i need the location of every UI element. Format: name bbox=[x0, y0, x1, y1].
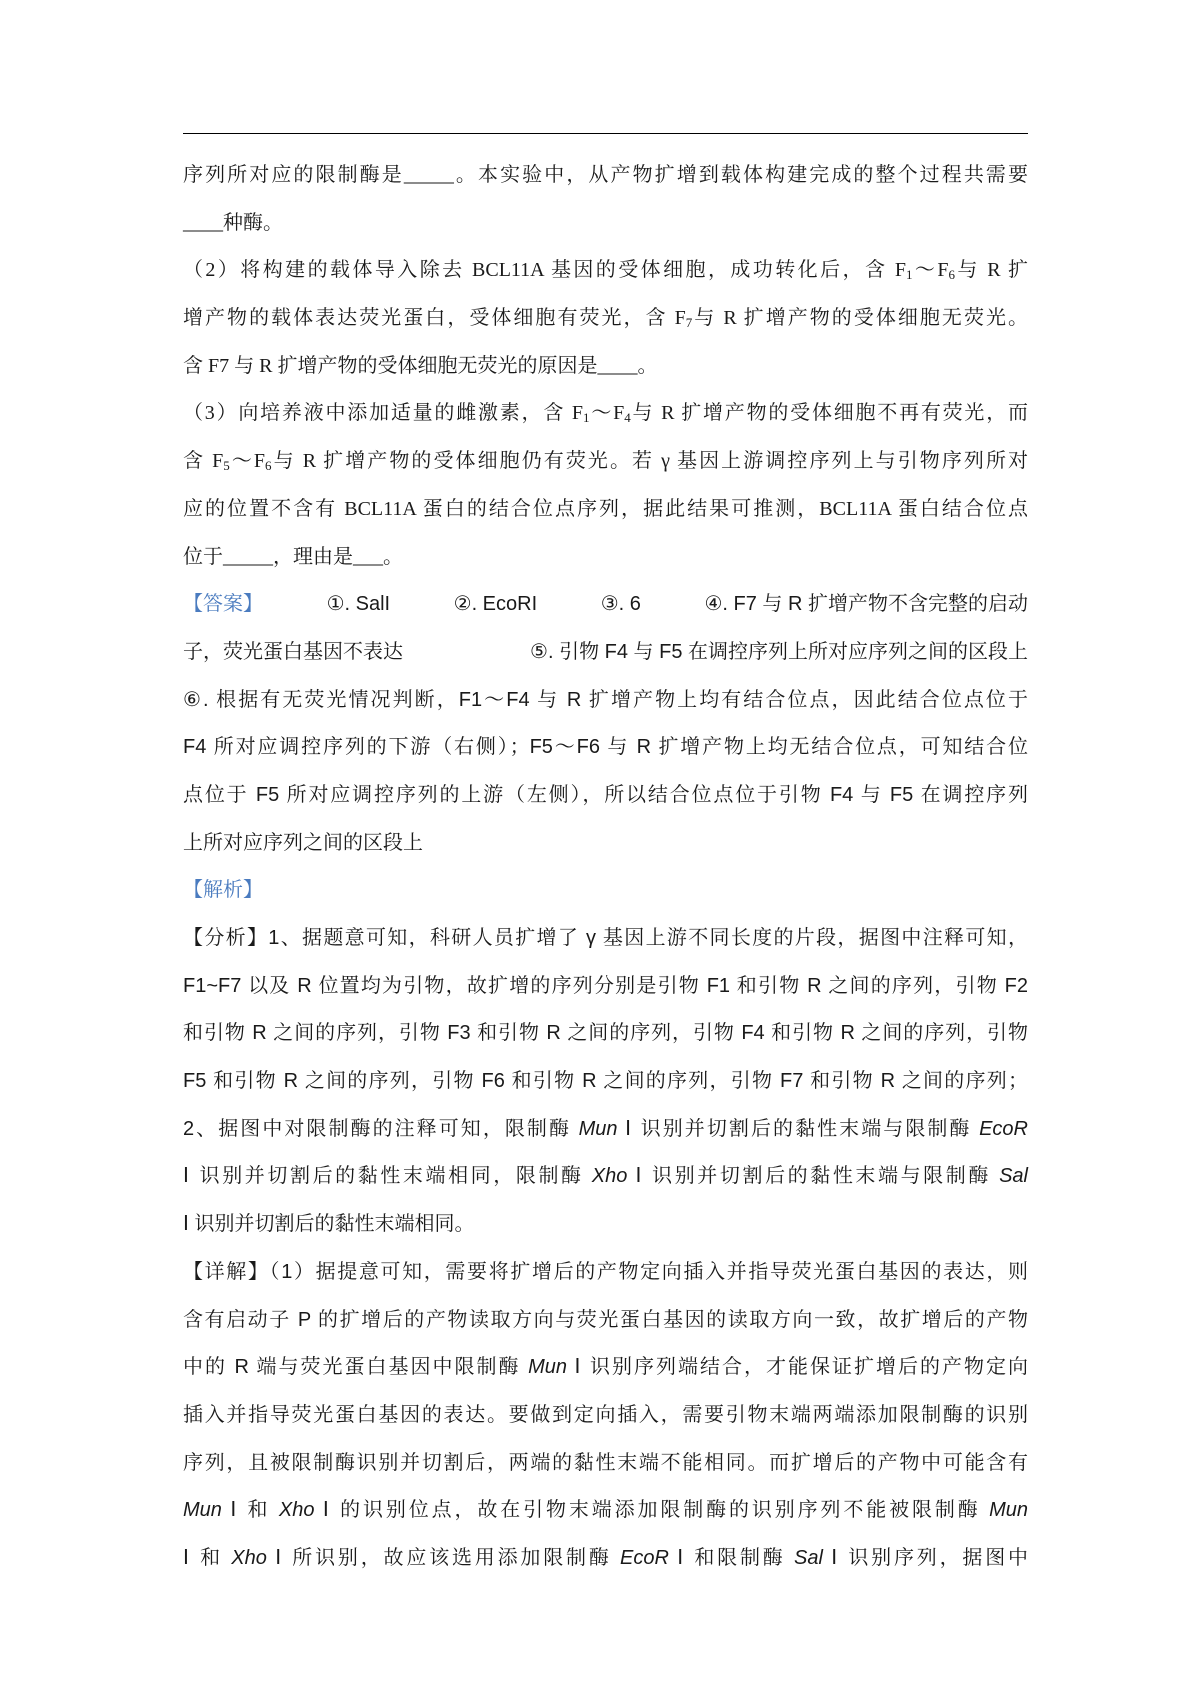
text: 子，荧光蛋白基因不表达 bbox=[183, 640, 403, 663]
text: Mun Ⅰ 和 Xho Ⅰ 的识别位点，故在引物末端添加限制酶的识别序列不能被限制酶 Mun bbox=[183, 1499, 1028, 1522]
text: 增产物的载体表达荧光蛋白，受体细胞有荧光，含 $F_7$与 R 扩增产物的受体细胞无荧光。 bbox=[183, 307, 1028, 331]
text: 【详解】（1）据提意可知，需要将扩增后的产物定向插入并指导荧光蛋白基因的表达，则 bbox=[183, 1260, 1028, 1283]
header-rule bbox=[183, 133, 1028, 134]
text-line bbox=[183, 1344, 1028, 1392]
text: 应的位置不含有 BCL11A 蛋白的结合位点序列，据此结果可推测，BCL11A 蛋白结合位点 bbox=[183, 497, 1028, 520]
answer-line bbox=[183, 581, 1028, 629]
detail-line bbox=[183, 1249, 1028, 1297]
text-line bbox=[183, 772, 1028, 820]
text: 2、据图中对限制酶的注释可知，限制酶 Mun Ⅰ 识别并切割后的黏性末端与限制酶 EcoR bbox=[183, 1117, 1028, 1140]
text-line bbox=[183, 1297, 1028, 1345]
text-line bbox=[183, 820, 1028, 868]
text: Ⅰ 和 Xho Ⅰ 所识别，故应该选用添加限制酶 EcoR Ⅰ 和限制酶 Sal Ⅰ 识别序列，据图中 bbox=[183, 1546, 1029, 1569]
text-line bbox=[183, 1153, 1028, 1201]
text: ⑥. 根据有无荧光情况判断，F1～F4 与 R 扩增产物上均有结合位点，因此结合位点位于 bbox=[183, 688, 1028, 711]
answer-line bbox=[183, 629, 1028, 677]
text-line bbox=[183, 915, 1028, 963]
text-line bbox=[183, 1535, 1028, 1583]
text-line bbox=[183, 534, 1028, 582]
text-line bbox=[183, 963, 1028, 1011]
text: 序列所对应的限制酶是_____。本实验中，从产物扩增到载体构建完成的整个过程共需要 bbox=[183, 164, 1028, 186]
text-line bbox=[183, 200, 1028, 248]
text-line bbox=[183, 1487, 1028, 1535]
answer-3: ③. 6 bbox=[600, 593, 641, 616]
text-line bbox=[183, 724, 1028, 772]
text: （3）向培养液中添加适量的雌激素，含 $F_1\sim F_4$与 R 扩增产物的受体细胞不再有荧光，而 bbox=[183, 402, 1029, 426]
text-line bbox=[183, 486, 1028, 534]
text-line bbox=[183, 1106, 1028, 1154]
text-line bbox=[183, 343, 1028, 391]
text: F4 所对应调控序列的下游（右侧）；F5～F6 与 R 扩增产物上均无结合位点，可知结合位 bbox=[183, 736, 1028, 759]
analysis-label: 【解析】 bbox=[183, 879, 263, 902]
text-line bbox=[183, 152, 1028, 200]
document-body bbox=[183, 152, 1028, 1583]
text: ____种酶。 bbox=[183, 211, 283, 234]
text: 含 F7 与 R 扩增产物的受体细胞无荧光的原因是____。 bbox=[183, 354, 658, 377]
text-line bbox=[183, 295, 1028, 343]
text-line bbox=[183, 1058, 1028, 1106]
text: 含 $F_5\sim F_6$与 R 扩增产物的受体细胞仍有荧光。若 γ 基因上游调控序列上与引物序列所对 bbox=[183, 450, 1029, 474]
text-line bbox=[183, 1440, 1028, 1488]
question-2-line bbox=[183, 247, 1028, 295]
answer-4: ④. F7 与 R 扩增产物不含完整的启动 bbox=[704, 593, 1028, 616]
text: 插入并指导荧光蛋白基因的表达。要做到定向插入，需要引物末端两端添加限制酶的识别 bbox=[183, 1403, 1028, 1426]
text: F1~F7 以及 R 位置均为引物，故扩增的序列分别是引物 F1 和引物 R 之间的序列，引物 F2 bbox=[183, 974, 1028, 997]
analysis-heading bbox=[183, 867, 1028, 915]
text: 和引物 R 之间的序列，引物 F3 和引物 R 之间的序列，引物 F4 和引物 R 之间的序列，引物 bbox=[183, 1022, 1028, 1045]
text: Ⅰ 识别并切割后的黏性末端相同，限制酶 Xho Ⅰ 识别并切割后的黏性末端与限制酶 Sal bbox=[183, 1165, 1028, 1188]
answer-5: ⑤. 引物 F4 与 F5 在调控序列上所对应序列之间的区段上 bbox=[530, 640, 1028, 663]
text: Ⅰ 识别并切割后的黏性末端相同。 bbox=[183, 1213, 475, 1236]
answer-1: ①. SalI bbox=[326, 593, 391, 616]
text-line bbox=[183, 438, 1028, 486]
text-line bbox=[183, 1392, 1028, 1440]
question-3-line bbox=[183, 390, 1028, 438]
answer-label: 【答案】 bbox=[183, 593, 263, 616]
text-line bbox=[183, 1201, 1028, 1249]
answer-6-line bbox=[183, 677, 1028, 725]
text: 【分析】1、据题意可知，科研人员扩增了 γ 基因上游不同长度的片段，据图中注释可知， bbox=[183, 927, 1028, 949]
text: （2）将构建的载体导入除去 BCL11A 基因的受体细胞，成功转化后，含 $F_1\sim F_6$与 R 扩 bbox=[183, 259, 1028, 283]
text: 序列，且被限制酶识别并切割后，两端的黏性末端不能相同。而扩增后的产物中可能含有 bbox=[183, 1451, 1028, 1474]
text: 点位于 F5 所对应调控序列的上游（左侧），所以结合位点位于引物 F4 与 F5 在调控序列 bbox=[183, 783, 1028, 806]
text-line bbox=[183, 1010, 1028, 1058]
text: 上所对应序列之间的区段上 bbox=[183, 831, 423, 854]
text: 含有启动子 P 的扩增后的产物读取方向与荧光蛋白基因的读取方向一致，故扩增后的产物 bbox=[183, 1308, 1028, 1331]
text: F5 和引物 R 之间的序列，引物 F6 和引物 R 之间的序列，引物 F7 和引物 R 之间的序列； bbox=[183, 1070, 1028, 1093]
text: 中的 R 端与荧光蛋白基因中限制酶 Mun Ⅰ 识别序列端结合，才能保证扩增后的产物定向 bbox=[183, 1356, 1028, 1379]
answer-2: ②. EcoRI bbox=[453, 593, 538, 616]
text: 位于_____，理由是___。 bbox=[183, 545, 403, 568]
